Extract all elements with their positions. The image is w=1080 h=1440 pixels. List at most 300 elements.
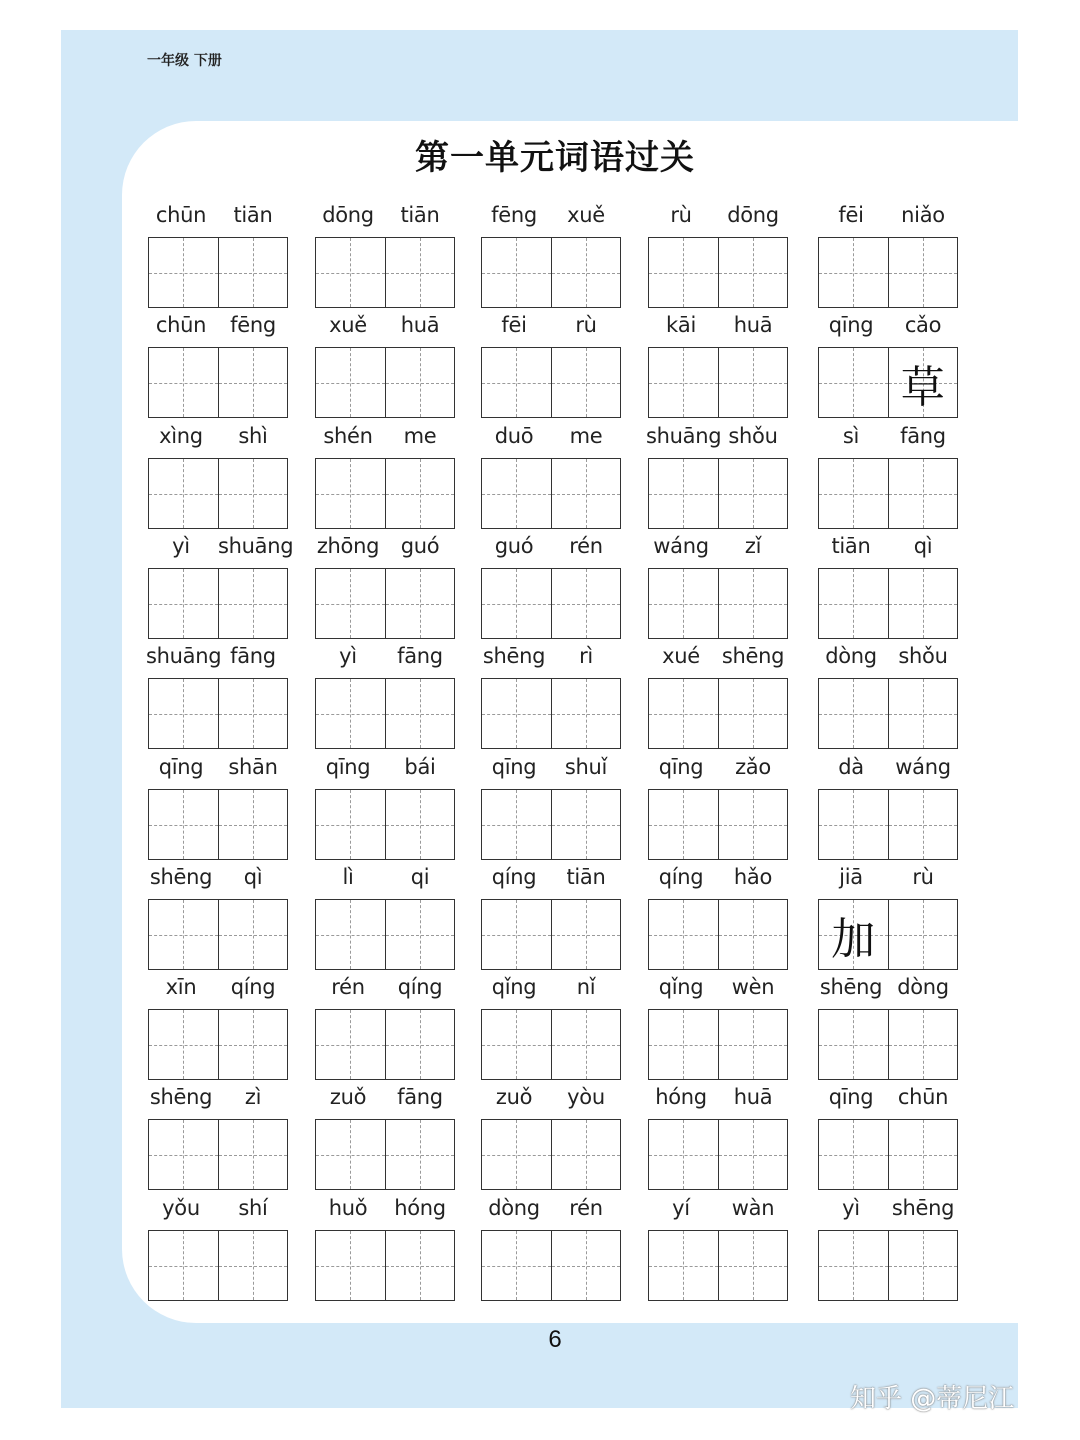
- hanzi-character: [386, 1010, 455, 1079]
- hanzi-character: [219, 459, 288, 528]
- pinyin-syllable: wèn: [731, 975, 775, 999]
- pinyin-syllable: tiān: [831, 534, 871, 558]
- hanzi-character: [219, 900, 288, 969]
- hanzi-character: [149, 1010, 218, 1079]
- tianzige-box[interactable]: [148, 789, 219, 860]
- tianzige-pair: [648, 1009, 788, 1079]
- hanzi-character: [316, 238, 385, 307]
- tianzige-pair: [818, 1119, 958, 1189]
- pinyin-syllable: fēng: [491, 203, 537, 227]
- pinyin-syllable: yì: [339, 644, 357, 668]
- pinyin-syllable: hóng: [655, 1085, 707, 1109]
- tianzige-box[interactable]: [315, 347, 386, 418]
- hanzi-character: 草: [900, 361, 945, 413]
- tianzige-box[interactable]: [148, 678, 219, 749]
- hanzi-character: [316, 1010, 385, 1079]
- pinyin-row: [648, 975, 790, 1005]
- tianzige-pair: [315, 237, 455, 307]
- pinyin-syllable: fēi: [501, 313, 527, 337]
- hanzi-character: [482, 900, 551, 969]
- pinyin-syllable: shān: [228, 755, 278, 779]
- tianzige-box[interactable]: [386, 678, 456, 749]
- tianzige-box[interactable]: [648, 789, 719, 860]
- pinyin-syllable: hóng: [394, 1196, 446, 1220]
- pinyin-syllable: qì: [913, 534, 933, 558]
- pinyin-syllable: xuě: [567, 203, 605, 227]
- tianzige-box[interactable]: [315, 1119, 386, 1190]
- tianzige-box[interactable]: [552, 1119, 622, 1190]
- tianzige-box[interactable]: [818, 458, 889, 529]
- pinyin-syllable: yǒu: [162, 1196, 200, 1220]
- tianzige-box[interactable]: [386, 899, 456, 970]
- tianzige-pair: [148, 678, 288, 748]
- pinyin-syllable: zhōng: [316, 534, 380, 558]
- pinyin-syllable: xìng: [159, 424, 203, 448]
- tianzige-pair: [315, 1119, 455, 1189]
- hanzi-character: [219, 790, 288, 859]
- tianzige-box[interactable]: [386, 1119, 456, 1190]
- pinyin-row: [648, 1085, 790, 1115]
- pinyin-syllable: qi: [410, 865, 430, 889]
- pinyin-row: [481, 313, 623, 343]
- tianzige-pair: [818, 899, 958, 969]
- tianzige-box[interactable]: [552, 458, 622, 529]
- tianzige-box[interactable]: [648, 678, 719, 749]
- tianzige-box[interactable]: [818, 899, 889, 970]
- tianzige-box[interactable]: [552, 1009, 622, 1080]
- pinyin-syllable: shuāng: [646, 424, 722, 448]
- hanzi-character: [219, 1120, 288, 1189]
- tianzige-box[interactable]: [889, 1230, 959, 1301]
- pinyin-row: [148, 755, 290, 785]
- pinyin-row: [481, 644, 623, 674]
- hanzi-character: [649, 790, 718, 859]
- pinyin-syllable: zuǒ: [495, 1085, 533, 1109]
- hanzi-character: [719, 790, 788, 859]
- pinyin-syllable: qíng: [658, 865, 704, 889]
- tianzige-box[interactable]: [481, 347, 552, 418]
- tianzige-pair: [481, 899, 621, 969]
- pinyin-row: [648, 534, 790, 564]
- grade-label: 一年级 下册: [147, 53, 222, 69]
- hanzi-character: [649, 1010, 718, 1079]
- tianzige-pair: [315, 1009, 455, 1079]
- pinyin-row: [818, 313, 960, 343]
- hanzi-character: [149, 1120, 218, 1189]
- hanzi-character: [219, 1231, 288, 1300]
- hanzi-character: [386, 1120, 455, 1189]
- hanzi-character: [719, 1010, 788, 1079]
- tianzige-box[interactable]: [719, 568, 789, 639]
- tianzige-box[interactable]: [148, 458, 219, 529]
- pinyin-syllable: tiān: [400, 203, 440, 227]
- tianzige-pair: [315, 568, 455, 638]
- hanzi-character: [819, 238, 888, 307]
- tianzige-box[interactable]: [219, 347, 289, 418]
- pinyin-row: [315, 203, 457, 233]
- tianzige-box[interactable]: [481, 789, 552, 860]
- tianzige-box[interactable]: [481, 899, 552, 970]
- tianzige-box[interactable]: [148, 899, 219, 970]
- hanzi-character: [552, 238, 621, 307]
- tianzige-box[interactable]: [148, 1009, 219, 1080]
- tianzige-box[interactable]: [219, 1230, 289, 1301]
- hanzi-character: [386, 569, 455, 638]
- tianzige-box[interactable]: [386, 347, 456, 418]
- pinyin-row: [315, 865, 457, 895]
- pinyin-row: [315, 975, 457, 1005]
- pinyin-syllable: yí: [672, 1196, 690, 1220]
- tianzige-box[interactable]: [889, 1119, 959, 1190]
- pinyin-syllable: zuǒ: [329, 1085, 367, 1109]
- pinyin-syllable: fēng: [230, 313, 276, 337]
- pinyin-syllable: qíng: [491, 865, 537, 889]
- tianzige-pair: [148, 568, 288, 638]
- tianzige-pair: [648, 789, 788, 859]
- tianzige-box[interactable]: [552, 237, 622, 308]
- pinyin-syllable: wáng: [653, 534, 709, 558]
- hanzi-character: [386, 900, 455, 969]
- pinyin-syllable: fāng: [900, 424, 946, 448]
- hanzi-character: [889, 569, 958, 638]
- pinyin-syllable: guó: [494, 534, 534, 558]
- hanzi-character: [719, 569, 788, 638]
- tianzige-pair: [315, 789, 455, 859]
- tianzige-box[interactable]: [481, 678, 552, 749]
- hanzi-character: [386, 238, 455, 307]
- tianzige-box[interactable]: [315, 789, 386, 860]
- tianzige-box[interactable]: [315, 568, 386, 639]
- tianzige-box[interactable]: [552, 789, 622, 860]
- tianzige-box[interactable]: [889, 1009, 959, 1080]
- tianzige-box[interactable]: [889, 568, 959, 639]
- tianzige-box[interactable]: [648, 458, 719, 529]
- tianzige-box[interactable]: [719, 458, 789, 529]
- hanzi-character: [316, 569, 385, 638]
- tianzige-box[interactable]: [648, 899, 719, 970]
- hanzi-character: [552, 1010, 621, 1079]
- pinyin-syllable: dōng: [727, 203, 779, 227]
- pinyin-syllable: zǐ: [744, 534, 762, 558]
- tianzige-box[interactable]: [818, 678, 889, 749]
- tianzige-box[interactable]: [552, 678, 622, 749]
- tianzige-box[interactable]: [148, 568, 219, 639]
- tianzige-box[interactable]: [219, 568, 289, 639]
- hanzi-character: [386, 348, 455, 417]
- hanzi-character: [649, 900, 718, 969]
- tianzige-pair: [148, 237, 288, 307]
- pinyin-syllable: chūn: [897, 1085, 949, 1109]
- tianzige-box[interactable]: [552, 899, 622, 970]
- tianzige-pair: [481, 568, 621, 638]
- pinyin-row: [481, 534, 623, 564]
- tianzige-box[interactable]: [648, 347, 719, 418]
- tianzige-box[interactable]: [719, 678, 789, 749]
- hanzi-character: [482, 790, 551, 859]
- hanzi-character: [149, 459, 218, 528]
- hanzi-character: [719, 679, 788, 748]
- hanzi-character: [889, 1010, 958, 1079]
- pinyin-row: [648, 865, 790, 895]
- tianzige-box[interactable]: [818, 1119, 889, 1190]
- tianzige-box[interactable]: [719, 1119, 789, 1190]
- tianzige-box[interactable]: [315, 237, 386, 308]
- pinyin-syllable: wàn: [731, 1196, 775, 1220]
- tianzige-pair: [315, 899, 455, 969]
- tianzige-box[interactable]: [889, 899, 959, 970]
- hanzi-character: [819, 569, 888, 638]
- tianzige-box[interactable]: [818, 347, 889, 418]
- tianzige-box[interactable]: [818, 1009, 889, 1080]
- tianzige-box[interactable]: [481, 1230, 552, 1301]
- tianzige-box[interactable]: [719, 1009, 789, 1080]
- tianzige-box[interactable]: [315, 458, 386, 529]
- pinyin-row: [148, 644, 290, 674]
- tianzige-box[interactable]: [648, 568, 719, 639]
- tianzige-pair: [315, 678, 455, 748]
- tianzige-box[interactable]: [315, 1230, 386, 1301]
- hanzi-character: [889, 679, 958, 748]
- pinyin-syllable: shuāng: [218, 534, 294, 558]
- hanzi-character: [719, 900, 788, 969]
- pinyin-syllable: qīng: [658, 755, 704, 779]
- pinyin-syllable: shuǐ: [564, 755, 608, 779]
- tianzige-box[interactable]: [219, 678, 289, 749]
- tianzige-box[interactable]: [386, 237, 456, 308]
- pinyin-syllable: lì: [342, 865, 354, 889]
- pinyin-row: [648, 424, 790, 454]
- hanzi-character: [819, 1120, 888, 1189]
- tianzige-box[interactable]: [219, 1009, 289, 1080]
- tianzige-pair: [648, 1119, 788, 1189]
- tianzige-box[interactable]: [315, 678, 386, 749]
- pinyin-row: [481, 1196, 623, 1226]
- tianzige-box[interactable]: [481, 237, 552, 308]
- tianzige-box[interactable]: [148, 237, 219, 308]
- hanzi-character: [386, 679, 455, 748]
- hanzi-character: [889, 238, 958, 307]
- hanzi-character: [316, 790, 385, 859]
- pinyin-row: [648, 203, 790, 233]
- pinyin-row: [481, 1085, 623, 1115]
- tianzige-box[interactable]: [648, 1009, 719, 1080]
- hanzi-character: [482, 348, 551, 417]
- pinyin-row: [818, 975, 960, 1005]
- pinyin-syllable: rù: [670, 203, 692, 227]
- pinyin-syllable: xuě: [329, 313, 367, 337]
- tianzige-pair: [648, 568, 788, 638]
- hanzi-character: [482, 679, 551, 748]
- pinyin-row: [315, 1196, 457, 1226]
- pinyin-syllable: kāi: [666, 313, 696, 337]
- tianzige-box[interactable]: [219, 1119, 289, 1190]
- pinyin-syllable: me: [403, 424, 437, 448]
- pinyin-syllable: guó: [400, 534, 440, 558]
- tianzige-pair: [481, 678, 621, 748]
- tianzige-pair: [481, 1009, 621, 1079]
- hanzi-character: [149, 238, 218, 307]
- pinyin-syllable: sì: [842, 424, 860, 448]
- pinyin-syllable: qíng: [397, 975, 443, 999]
- pinyin-syllable: dà: [838, 755, 864, 779]
- pinyin-syllable: fāng: [397, 1085, 443, 1109]
- hanzi-character: [819, 459, 888, 528]
- hanzi-character: [889, 1231, 958, 1300]
- tianzige-box[interactable]: [648, 1119, 719, 1190]
- tianzige-box[interactable]: [481, 1119, 552, 1190]
- tianzige-box[interactable]: [889, 458, 959, 529]
- tianzige-pair: [481, 1119, 621, 1189]
- tianzige-box[interactable]: [315, 1009, 386, 1080]
- pinyin-syllable: dòng: [488, 1196, 540, 1220]
- hanzi-character: [649, 348, 718, 417]
- tianzige-pair: [315, 347, 455, 417]
- hanzi-character: [316, 679, 385, 748]
- tianzige-box[interactable]: [386, 1230, 456, 1301]
- tianzige-box[interactable]: [552, 1230, 622, 1301]
- pinyin-row: [818, 203, 960, 233]
- tianzige-pair: [481, 347, 621, 417]
- tianzige-pair: [648, 899, 788, 969]
- hanzi-character: [552, 1120, 621, 1189]
- tianzige-box[interactable]: [315, 899, 386, 970]
- tianzige-box[interactable]: [889, 678, 959, 749]
- pinyin-syllable: zǎo: [735, 755, 771, 779]
- hanzi-character: [889, 900, 958, 969]
- pinyin-syllable: fāng: [230, 644, 276, 668]
- tianzige-box[interactable]: [481, 568, 552, 639]
- pinyin-syllable: yì: [842, 1196, 860, 1220]
- tianzige-box[interactable]: [818, 789, 889, 860]
- hanzi-character: [482, 1231, 551, 1300]
- tianzige-box[interactable]: [889, 789, 959, 860]
- hanzi-character: [316, 348, 385, 417]
- tianzige-box[interactable]: [219, 237, 289, 308]
- pinyin-row: [148, 424, 290, 454]
- pinyin-syllable: qīng: [828, 313, 874, 337]
- pinyin-row: [481, 424, 623, 454]
- tianzige-box[interactable]: [648, 237, 719, 308]
- pinyin-row: [481, 975, 623, 1005]
- hanzi-character: [719, 348, 788, 417]
- tianzige-box[interactable]: [219, 458, 289, 529]
- pinyin-syllable: qǐng: [658, 975, 704, 999]
- tianzige-pair: [148, 899, 288, 969]
- pinyin-syllable: shēng: [819, 975, 883, 999]
- tianzige-box[interactable]: [719, 347, 789, 418]
- hanzi-character: [819, 679, 888, 748]
- pinyin-row: [818, 644, 960, 674]
- pinyin-syllable: bái: [404, 755, 436, 779]
- tianzige-pair: [148, 1009, 288, 1079]
- pinyin-syllable: shí: [238, 1196, 268, 1220]
- tianzige-box[interactable]: [148, 1230, 219, 1301]
- hanzi-character: [649, 1120, 718, 1189]
- pinyin-syllable: shēng: [149, 1085, 213, 1109]
- pinyin-syllable: huā: [733, 313, 773, 337]
- hanzi-character: [819, 1231, 888, 1300]
- pinyin-syllable: huǒ: [328, 1196, 368, 1220]
- tianzige-pair: [648, 347, 788, 417]
- pinyin-syllable: shēng: [482, 644, 546, 668]
- tianzige-pair: [481, 237, 621, 307]
- tianzige-box[interactable]: [481, 458, 552, 529]
- pinyin-syllable: shǒu: [728, 424, 778, 448]
- pinyin-syllable: me: [569, 424, 603, 448]
- hanzi-character: [552, 569, 621, 638]
- pinyin-row: [148, 975, 290, 1005]
- hanzi-character: [552, 459, 621, 528]
- pinyin-row: [315, 1085, 457, 1115]
- tianzige-pair: [648, 678, 788, 748]
- tianzige-box[interactable]: [386, 1009, 456, 1080]
- tianzige-box[interactable]: [552, 347, 622, 418]
- hanzi-character: [149, 569, 218, 638]
- pinyin-syllable: yòu: [567, 1085, 605, 1109]
- hanzi-character: [482, 569, 551, 638]
- hanzi-character: [649, 569, 718, 638]
- tianzige-box[interactable]: [719, 899, 789, 970]
- pinyin-syllable: hǎo: [733, 865, 773, 889]
- tianzige-box[interactable]: [148, 347, 219, 418]
- pinyin-syllable: qǐng: [491, 975, 537, 999]
- tianzige-box[interactable]: [719, 237, 789, 308]
- tianzige-pair: [818, 1009, 958, 1079]
- tianzige-pair: [818, 347, 958, 417]
- hanzi-character: [889, 1120, 958, 1189]
- pinyin-row: [648, 644, 790, 674]
- tianzige-box[interactable]: [648, 1230, 719, 1301]
- pinyin-syllable: rén: [331, 975, 365, 999]
- pinyin-syllable: yì: [172, 534, 190, 558]
- tianzige-box[interactable]: [481, 1009, 552, 1080]
- hanzi-character: [649, 1231, 718, 1300]
- tianzige-box[interactable]: [386, 568, 456, 639]
- tianzige-pair: [148, 347, 288, 417]
- pinyin-syllable: qíng: [230, 975, 276, 999]
- tianzige-box[interactable]: [889, 237, 959, 308]
- pinyin-syllable: qì: [243, 865, 263, 889]
- tianzige-box[interactable]: [719, 1230, 789, 1301]
- tianzige-box[interactable]: [148, 1119, 219, 1190]
- hanzi-character: [819, 348, 888, 417]
- pinyin-syllable: shì: [238, 424, 268, 448]
- tianzige-box[interactable]: [889, 347, 959, 418]
- hanzi-character: [316, 1120, 385, 1189]
- tianzige-box[interactable]: [818, 568, 889, 639]
- tianzige-box[interactable]: [719, 789, 789, 860]
- pinyin-syllable: shuāng: [146, 644, 222, 668]
- hanzi-character: [889, 459, 958, 528]
- hanzi-character: [552, 1231, 621, 1300]
- tianzige-box[interactable]: [219, 789, 289, 860]
- hanzi-character: [552, 900, 621, 969]
- tianzige-box[interactable]: [818, 237, 889, 308]
- pinyin-row: [315, 644, 457, 674]
- pinyin-syllable: chūn: [155, 313, 207, 337]
- tianzige-box[interactable]: [386, 458, 456, 529]
- pinyin-syllable: shēng: [149, 865, 213, 889]
- tianzige-box[interactable]: [386, 789, 456, 860]
- tianzige-box[interactable]: [552, 568, 622, 639]
- hanzi-character: [149, 900, 218, 969]
- tianzige-box[interactable]: [818, 1230, 889, 1301]
- pinyin-syllable: cǎo: [904, 313, 942, 337]
- pinyin-syllable: huā: [733, 1085, 773, 1109]
- pinyin-row: [148, 1196, 290, 1226]
- tianzige-pair: [818, 678, 958, 748]
- tianzige-box[interactable]: [219, 899, 289, 970]
